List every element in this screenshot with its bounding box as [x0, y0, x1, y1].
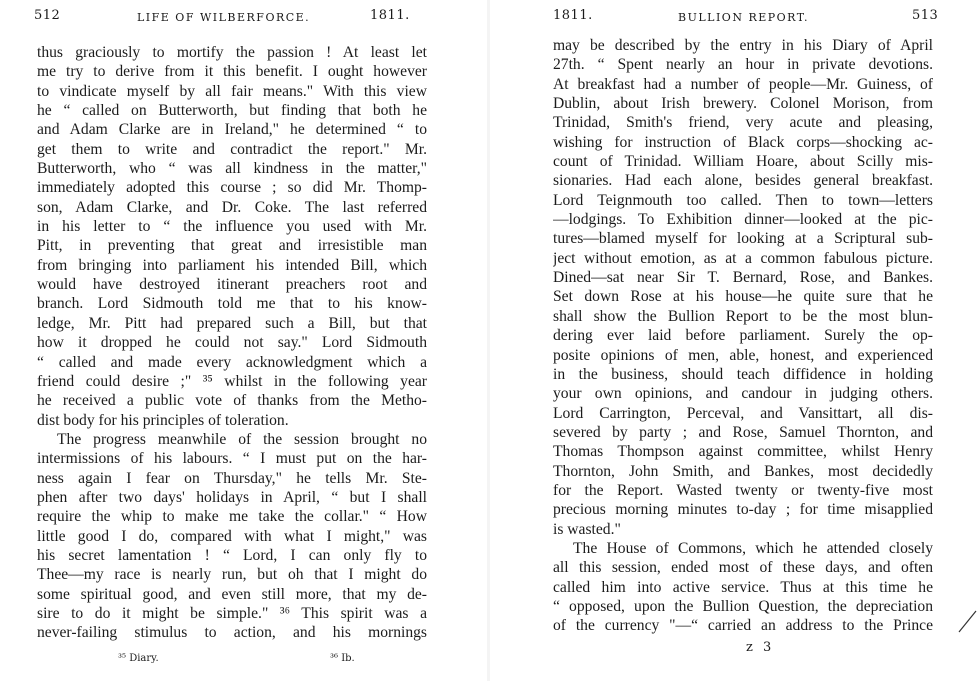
page-edge-mark: [958, 608, 978, 634]
text-line: for the Report. Wasted twenty or twenty-five most: [553, 481, 933, 499]
text-line: get them to write and contradict the report." Mr.: [37, 140, 427, 158]
signature-mark: z 3: [746, 640, 775, 655]
text-line: to vindicate myself by all fair means." With this view: [37, 82, 427, 100]
text-line: intermissions of his labours. “ I must put on the har-: [37, 450, 427, 468]
footnote-35: ³⁵ Diary.: [118, 653, 159, 664]
text-line: of the currency "—“ carried an address to the Prince: [553, 617, 933, 635]
left-running-year: 1811.: [370, 8, 410, 23]
text-line: “ opposed, upon the Bullion Question, the depreciation: [553, 597, 933, 615]
text-line: wishing for instruction of Black corps—shocking ac-: [553, 133, 933, 151]
text-line: your own opinions, and candour in judging others.: [553, 385, 933, 403]
text-line: how it dropped he could not say." Lord Sidmouth: [37, 334, 427, 352]
text-line: severed by party ; and Rose, Samuel Thornton, and: [553, 423, 933, 441]
left-body-text: [37, 43, 427, 643]
text-line: would have destroyed itinerant preachers root and: [37, 276, 427, 294]
text-line: in his letter to “ the influence you used with Mr.: [37, 218, 427, 236]
text-line: —lodgings. To Exhibition dinner—looked at the pic-: [553, 211, 933, 229]
text-line: little good I do, compared with what I might," was: [37, 527, 427, 545]
right-body-text: [553, 36, 933, 636]
text-line: Set down Rose at his house—he quite sure that he: [553, 288, 933, 306]
text-line: dering ever laid before parliament. Surely the op-: [553, 327, 933, 345]
text-line: “ called and made every acknowledgment which a: [37, 353, 427, 371]
text-line: Trinidad, Smith's friend, very acute and pleasing,: [553, 114, 933, 132]
text-line: Thornton, John Smith, and Bankes, most decidedly: [553, 462, 933, 480]
text-line: sire to do it might be simple." ³⁶ This spirit was a: [37, 604, 427, 622]
left-page-number: 512: [34, 8, 61, 23]
text-line: and Adam Clarke are in Ireland," he determined “ to: [37, 121, 427, 139]
text-line: 27th. “ Spent nearly an hour in private devotions.: [553, 56, 933, 74]
text-line: is wasted.": [553, 520, 621, 538]
text-line: thus graciously to mortify the passion ! At least let: [37, 44, 427, 61]
text-line: Dined—sat near Sir T. Bernard, Rose, and Bankes.: [553, 269, 933, 287]
text-line: Thee—my race is nearly run, but oh that I might do: [37, 566, 427, 584]
text-line: ject without emotion, as at a common fabulous picture.: [553, 249, 933, 267]
text-line: precious morning minutes to-day ; for time misapplied: [553, 501, 933, 519]
text-line: count of Trinidad. William Hoare, about Scilly mis-: [553, 153, 933, 171]
text-line: sionaries. Had each alone, besides general breakfast.: [553, 172, 933, 190]
footnote-36: ³⁶ Ib.: [330, 653, 355, 664]
text-line: tures—blamed myself for looking at a Scriptural sub-: [553, 230, 933, 248]
text-line: The progress meanwhile of the session brought no: [57, 430, 427, 448]
left-running-title: LIFE OF WILBERFORCE.: [137, 11, 311, 24]
text-line: his secret lamentation ! “ Lord, I can only fly to: [37, 546, 427, 564]
text-line: At breakfast had a number of people—Mr. Guiness, of: [553, 75, 933, 93]
text-line: son, Adam Clarke, and Dr. Coke. The last referred: [37, 198, 427, 216]
text-line: Thomas Thompson against committee, whilst Henry: [553, 443, 933, 461]
text-line: in the business, should teach diffidence in holding: [553, 365, 933, 383]
text-line: Butterworth, who “ was all kindness in the matter,": [37, 160, 427, 178]
right-running-year: 1811.: [553, 8, 593, 23]
text-line: Lord Carrington, Perceval, and Vansittart, all dis-: [553, 404, 933, 422]
text-line: The House of Commons, which he attended closely: [573, 539, 933, 557]
text-line: from bringing into parliament his intended Bill, which: [37, 256, 427, 274]
right-running-title: BULLION REPORT.: [678, 11, 809, 24]
left-page: [0, 0, 488, 681]
text-line: branch. Lord Sidmouth told me that to his know-: [37, 295, 427, 313]
text-line: phen after two days' holidays in April, “ but I shall: [37, 488, 427, 506]
text-line: never-failing stimulus to action, and his mornings: [37, 624, 427, 642]
text-line: he received a public vote of thanks from the Metho-: [37, 392, 427, 410]
right-page-number: 513: [912, 8, 939, 23]
text-line: may be described by the entry in his Diary of April: [553, 37, 933, 54]
text-line: some spiritual good, and even still more, that my de-: [37, 585, 427, 603]
text-line: posite opinions of men, able, honest, and experienced: [553, 346, 933, 364]
text-line: all this session, ended most of these days, and often: [553, 559, 933, 577]
text-line: Lord Teignmouth too called. Then to town—letters: [553, 191, 933, 209]
right-page: [490, 0, 980, 681]
text-line: called him into active service. Thus at this time he: [553, 578, 933, 596]
text-line: shall show the Bullion Report to be the most blun-: [553, 307, 933, 325]
text-line: Pitt, in preventing that great and irresistible man: [37, 237, 427, 255]
text-line: ledge, Mr. Pitt had prepared such a Bill, but that: [37, 314, 427, 332]
text-line: ness again I fear on Thursday," he tells Mr. Ste-: [37, 469, 427, 487]
text-line: dist body for his principles of toleration.: [37, 411, 289, 429]
text-line: me try to derive from it this benefit. I ought however: [37, 63, 427, 81]
text-line: Dublin, about Irish brewery. Colonel Morison, from: [553, 95, 933, 113]
text-line: require the whip to make me take the collar." “ How: [37, 508, 427, 526]
text-line: friend could desire ;" ³⁵ whilst in the following year: [37, 372, 427, 390]
text-line: he “ called on Butterworth, but finding that both he: [37, 102, 427, 120]
text-line: immediately adopted this course ; so did Mr. Thomp-: [37, 179, 427, 197]
